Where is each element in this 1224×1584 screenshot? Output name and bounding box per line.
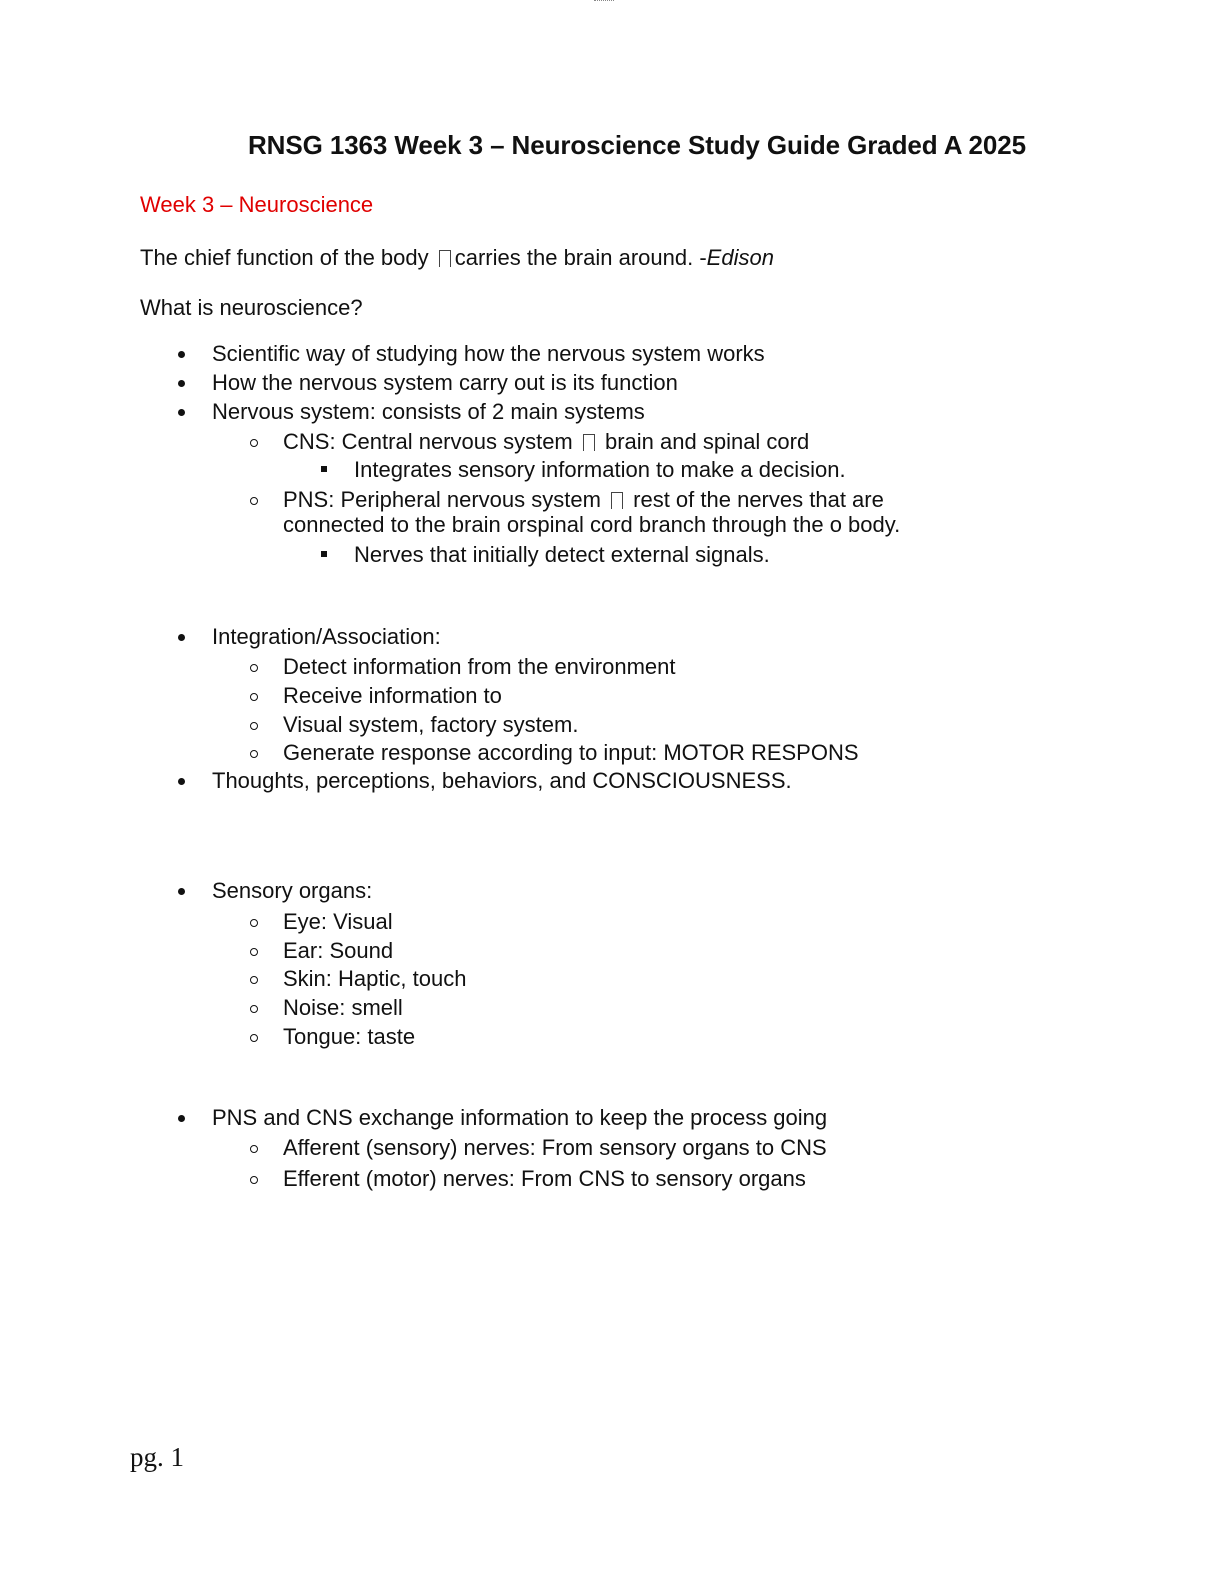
sub-bullet-icon (250, 1005, 258, 1013)
sub-bullet-icon (250, 1145, 258, 1153)
sub-bullet-icon (250, 439, 258, 447)
sub-bullet-icon (250, 693, 258, 701)
pns-text-after: rest of the nerves that are (627, 487, 884, 512)
bullet-icon (178, 380, 185, 387)
sub-bullet-icon (250, 919, 258, 927)
sub-bullet-icon (250, 664, 258, 672)
list-item: Sensory organs: (212, 878, 373, 903)
quote-text-after: carries the brain around. - (454, 245, 707, 270)
list-item: Detect information from the environment (283, 654, 676, 679)
pns-text-before: PNS: Peripheral nervous system (283, 487, 608, 512)
top-mark (594, 0, 614, 3)
sub-bullet-icon (250, 497, 258, 505)
sub-bullet-icon (250, 722, 258, 730)
list-item: Afferent (sensory) nerves: From sensory organs to CNS (283, 1135, 827, 1160)
list-item: Noise: smell (283, 995, 403, 1020)
missing-glyph-icon (583, 434, 595, 451)
bullet-icon (178, 634, 185, 641)
list-item: Nerves that initially detect external signals. (354, 542, 770, 567)
list-item: Integration/Association: (212, 624, 441, 649)
list-item-pns (283, 487, 884, 513)
sub-bullet-icon (250, 948, 258, 956)
bullet-icon (178, 351, 185, 358)
document-title: RNSG 1363 Week 3 – Neuroscience Study Guide Graded A 2025 (248, 130, 1026, 160)
sub-bullet-icon (250, 1034, 258, 1042)
sub-sub-bullet-icon (321, 551, 327, 557)
list-item: Receive information to (283, 683, 502, 708)
list-item: Generate response according to input: MOTOR RESPONS (283, 740, 859, 765)
section-heading: Week 3 – Neuroscience (140, 192, 374, 217)
missing-glyph-icon (439, 250, 451, 267)
sub-bullet-icon (250, 976, 258, 984)
sub-bullet-icon (250, 750, 258, 758)
list-item: How the nervous system carry out is its function (212, 370, 678, 395)
quote-text-before: The chief function of the body (140, 245, 435, 270)
list-item: Tongue: taste (283, 1024, 416, 1049)
list-item: Efferent (motor) nerves: From CNS to sensory organs (283, 1166, 806, 1191)
missing-glyph-icon (611, 492, 623, 509)
list-item: Eye: Visual (283, 909, 393, 934)
list-item-continuation: connected to the brain orspinal cord branch through the o body. (283, 512, 901, 537)
sub-bullet-icon (250, 1176, 258, 1184)
question: What is neuroscience? (140, 295, 363, 320)
cns-text-before: CNS: Central nervous system (283, 429, 579, 454)
sub-sub-bullet-icon (321, 466, 327, 472)
list-item: Scientific way of studying how the nervous system works (212, 341, 765, 366)
cns-text-after: brain and spinal cord (598, 429, 810, 454)
quote-author: Edison (706, 245, 774, 270)
bullet-icon (178, 888, 185, 895)
list-item: PNS and CNS exchange information to keep the process going (212, 1105, 828, 1130)
list-item: Visual system, factory system. (283, 712, 579, 737)
list-item: Integrates sensory information to make a decision. (354, 457, 846, 482)
bullet-icon (178, 778, 185, 785)
page-number: pg. 1 (130, 1442, 184, 1472)
list-item: Thoughts, perceptions, behaviors, and CONSCIOUSNESS. (212, 768, 792, 793)
list-item-cns (283, 429, 809, 455)
list-item: Ear: Sound (283, 938, 394, 963)
bullet-icon (178, 409, 185, 416)
bullet-icon (178, 1115, 185, 1122)
list-item: Nervous system: consists of 2 main systems (212, 399, 645, 424)
quote (140, 245, 774, 271)
list-item: Skin: Haptic, touch (283, 966, 467, 991)
